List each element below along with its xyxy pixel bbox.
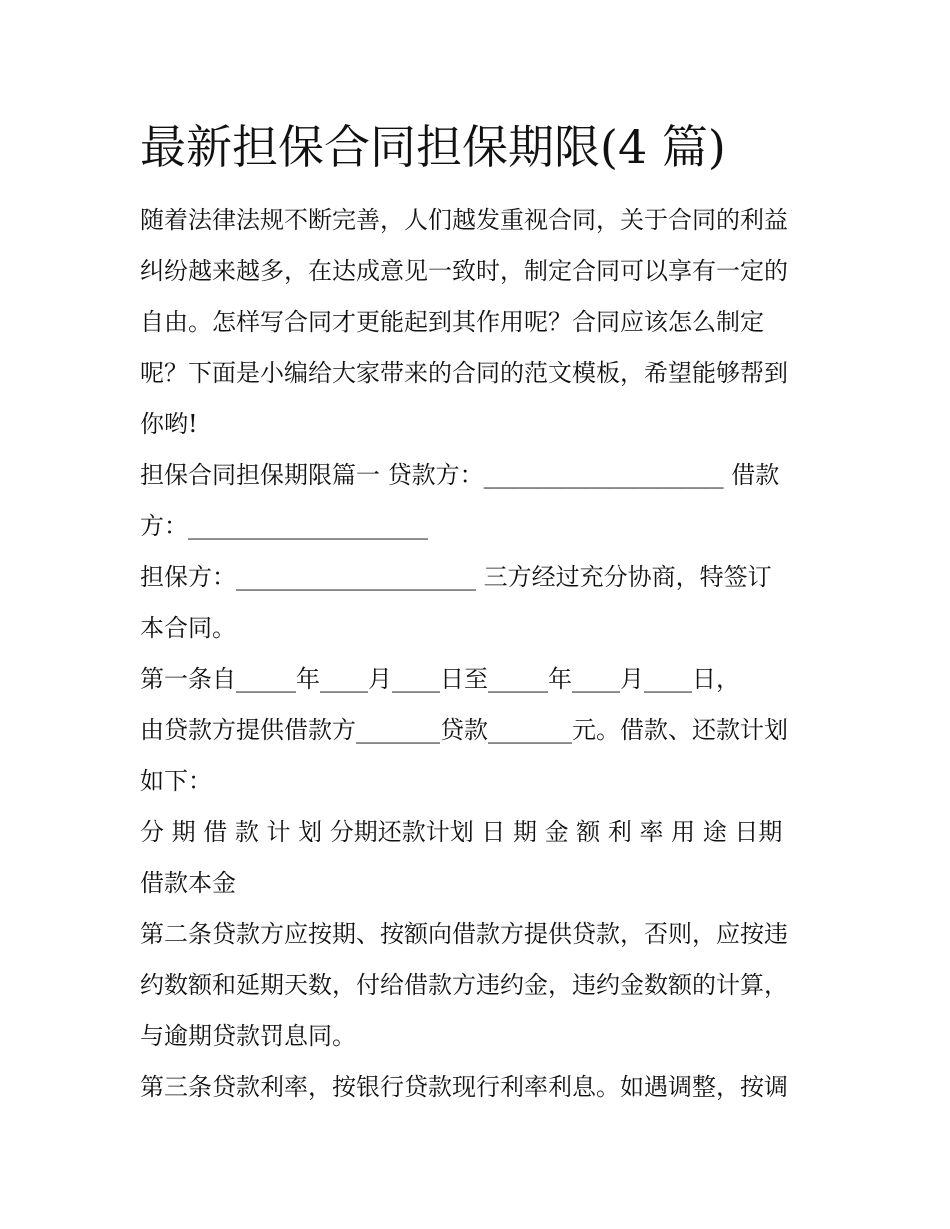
body-line-17: 与逾期贷款罚息同。 <box>140 1022 356 1050</box>
body-line-1: 随着法律法规不断完善，人们越发重视合同，关于合同的利益 <box>140 206 788 234</box>
body-line-8: 担保方：____________________ 三方经过充分协商，特签订 <box>140 563 772 591</box>
body-line-15: 第二条贷款方应按期、按额向借款方提供贷款，否则，应按违 <box>140 920 788 948</box>
body-line-7: 方：____________________ <box>140 512 428 540</box>
body-line-9: 本合同。 <box>140 614 236 642</box>
body-line-5: 你哟! <box>140 410 198 438</box>
body-line-2: 纠纷越来越多，在达成意见一致时，制定合同可以享有一定的 <box>140 257 788 285</box>
body-line-3: 自由。怎样写合同才更能起到其作用呢？合同应该怎么制定 <box>140 308 764 336</box>
body-line-6: 担保合同担保期限篇一 贷款方：____________________ 借款 <box>140 461 780 489</box>
body-line-12: 如下： <box>140 767 212 795</box>
body-line-10: 第一条自_____年____月____日至_____年____月____日， <box>140 665 740 693</box>
document-body <box>140 195 840 1113</box>
body-line-18: 第三条贷款利率，按银行贷款现行利率利息。如遇调整，按调 <box>140 1073 788 1101</box>
document-title: 最新担保合同担保期限(4 篇) <box>140 120 726 174</box>
body-line-4: 呢？下面是小编给大家带来的合同的范文模板，希望能够帮到 <box>140 359 788 387</box>
body-line-11: 由贷款方提供借款方_______贷款_______元。借款、还款计划 <box>140 716 788 744</box>
body-line-13: 分 期 借 款 计 划 分期还款计划 日 期 金 额 利 率 用 途 日期 <box>140 818 783 846</box>
body-line-14: 借款本金 <box>140 869 236 897</box>
body-line-16: 约数额和延期天数，付给借款方违约金，违约金数额的计算， <box>140 971 788 999</box>
